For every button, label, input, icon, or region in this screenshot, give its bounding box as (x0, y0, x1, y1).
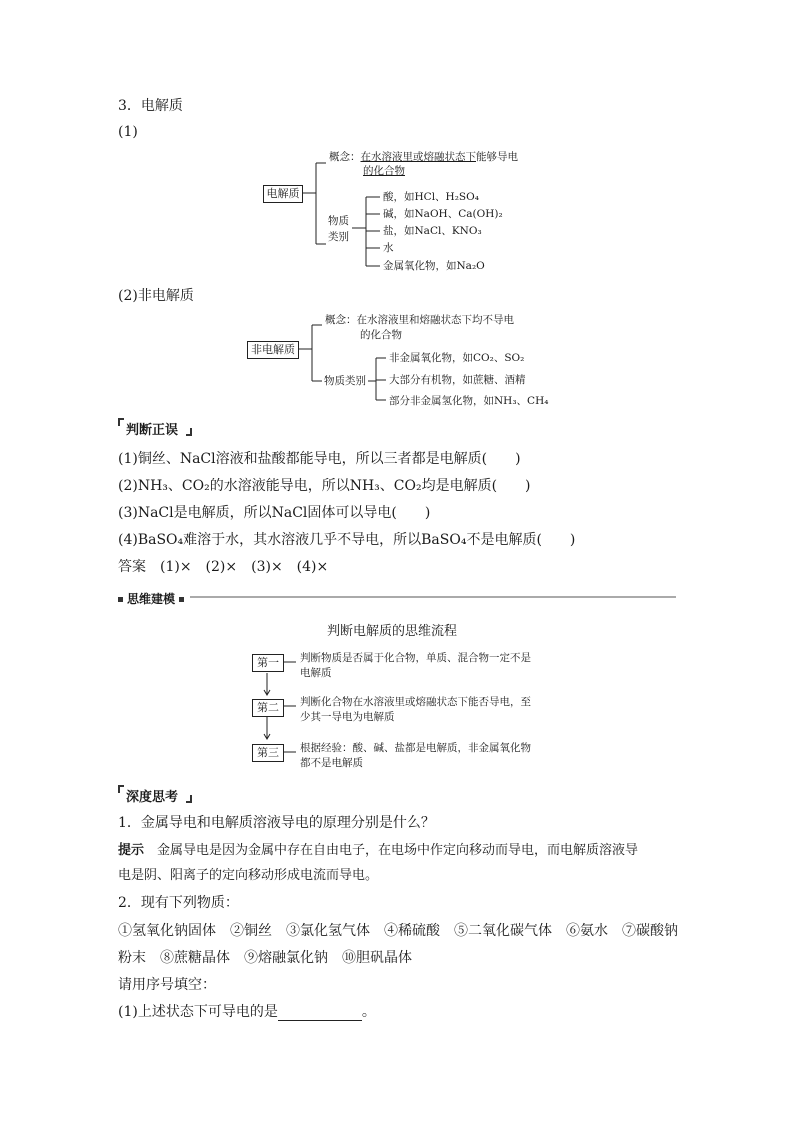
flow-step-text: 判断化合物在水溶液里或熔融状态下能否导电，至 (300, 696, 531, 708)
category-item: 盐，如NaCl、KNO₃ (383, 225, 482, 237)
answer: 答案 (1)× (2)× (3)× (4)× (118, 559, 329, 575)
flow-step-text: 少其一导电为电解质 (300, 711, 395, 723)
concept-prefix: 概念： (329, 151, 361, 163)
flow-step-text: 判断物质是否属于化合物，单质、混合物一定不是 (300, 652, 531, 664)
flow-step-box: 第三 (252, 744, 284, 762)
nonelectrolyte-item: 大部分有机物，如蔗糖、酒精 (389, 374, 526, 386)
question-2: 2．现有下列物质： (118, 895, 239, 911)
fill-prompt: 请用序号填空： (118, 977, 216, 993)
hint-text: 金属导电是因为金属中存在自由电子，在电场中作定向移动而导电，而电解质溶液导 (157, 843, 639, 858)
flow-step-text: 根据经验：酸、碱、盐都是电解质，非金属氧化物 (300, 742, 531, 754)
category-item: 碱，如NaOH、Ca(OH)₂ (383, 208, 503, 220)
flow-step-box: 第一 (252, 654, 284, 672)
nonelectrolyte-concept-line2: 的化合物 (360, 329, 402, 341)
model-tag-label: 思维建模 (127, 592, 176, 606)
deep-tag (118, 785, 192, 803)
nonelectrolyte-item: 非金属氧化物，如CO₂、SO₂ (389, 352, 525, 364)
part2-label: (2)非电解质 (118, 288, 194, 304)
flow-step-text: 都不是电解质 (300, 757, 363, 769)
flow-step-box: 第二 (252, 699, 284, 717)
fill-q1-text: (1)上述状态下可导电的是 (118, 1004, 278, 1020)
hint-label: 提示 (118, 843, 145, 858)
category-item: 金属氧化物，如Na₂O (383, 260, 485, 272)
deep-tag-label: 深度思考 (126, 790, 179, 805)
substances-line1: ①氢氧化钠固体 ②铜丝 ③氯化氢气体 ④稀硫酸 ⑤二氧化碳气体 ⑥氨水 ⑦碳酸钠 (118, 923, 678, 939)
question-1: 1．金属导电和电解质溶液导电的原理分别是什么？ (118, 815, 435, 831)
answer-blank[interactable] (278, 1006, 362, 1021)
flow-step-text: 电解质 (300, 667, 332, 679)
judge-item: (2)NH₃、CO₂的水溶液能导电，所以NH₃、CO₂均是电解质( ) (118, 478, 531, 494)
hint-line2: 电是阴、阳离子的定向移动形成电流而导电。 (118, 868, 379, 883)
judge-item: (1)铜丝、NaCl溶液和盐酸都能导电，所以三者都是电解质( ) (118, 451, 521, 467)
electrolyte-box: 电解质 (263, 185, 303, 203)
square-icon (118, 597, 123, 602)
model-tag (118, 590, 184, 607)
category-line2: 类别 (328, 231, 349, 243)
judge-item: (4)BaSO₄难溶于水，其水溶液几乎不导电，所以BaSO₄不是电解质( ) (118, 532, 576, 548)
section-title: 3．电解质 (118, 98, 183, 114)
nonelectrolyte-category: 物质类别 (324, 375, 366, 387)
category-line1: 物质 (328, 215, 349, 227)
hint-line1 (118, 842, 638, 860)
nonelectrolyte-item: 部分非金属氢化物，如NH₃、CH₄ (389, 395, 549, 407)
category-item: 酸，如HCl、H₂SO₄ (383, 191, 479, 203)
judge-tag-label: 判断正误 (126, 423, 179, 438)
concept-rest: 能够导电 (476, 151, 518, 163)
electrolyte-concept (329, 150, 518, 164)
nonelectrolyte-box: 非电解质 (247, 341, 299, 359)
fill-q1-end: 。 (361, 1004, 376, 1020)
substances-line2: 粉末 ⑧蔗糖晶体 ⑨熔融氯化钠 ⑩胆矾晶体 (118, 950, 412, 966)
category-item: 水 (383, 242, 394, 254)
judge-item: (3)NaCl是电解质，所以NaCl固体可以导电( ) (118, 505, 431, 521)
part1-label: (1) (118, 124, 138, 140)
nonelectrolyte-concept-line1: 概念：在水溶液里和熔融状态下均不导电 (325, 314, 514, 326)
electrolyte-concept-line2: 的化合物 (363, 165, 405, 177)
concept-underlined: 在水溶液里或熔融状态下 (360, 151, 476, 163)
judge-tag (118, 418, 192, 436)
flow-title: 判断电解质的思维流程 (327, 624, 458, 639)
fill-question-1 (118, 1003, 376, 1021)
square-icon (179, 597, 184, 602)
